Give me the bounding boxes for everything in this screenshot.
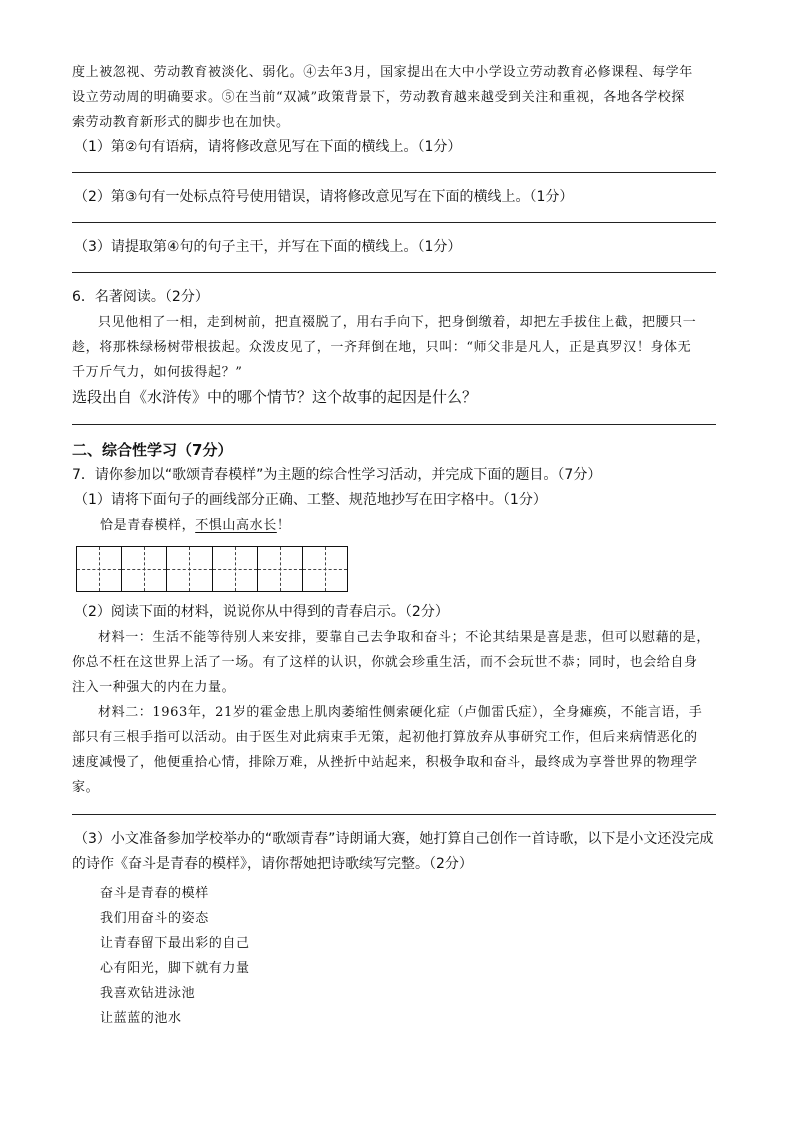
grid-cell[interactable] [122, 547, 167, 591]
material-line: 你总不枉在这世界上活了一场。有了这样的认识，你就会珍重生活，而不会玩世不恭；同时，也会给自身 [72, 655, 698, 670]
poem-line: 奋斗是青春的模样 [100, 886, 209, 901]
grid-cell[interactable] [303, 547, 347, 591]
copy-sentence [100, 513, 724, 538]
q5-sub1: （1）第②句有语病，请将修改意见写在下面的横线上。（1分） [74, 139, 462, 155]
sentence-underlined: 不惧山高水长 [195, 518, 277, 533]
material-line: 部只有三根手指可以活动。由于医生对此病束手无策，起初他打算放弃从事研究工作，但后来病情恶化的 [72, 730, 698, 745]
q5-sub2: （2）第③句有一处标点符号使用错误，请将修改意见写在下面的横线上。（1分） [74, 189, 574, 205]
material-two [72, 700, 724, 800]
intro-passage [72, 60, 724, 135]
passage-line: 只见他相了一相，走到树前，把直裰脱了，用右手向下，把身倒缴着，却把左手拔住上截，把腰只一 [98, 315, 697, 330]
answer-line[interactable] [72, 424, 716, 425]
exam-page [72, 60, 724, 1031]
tianzige-grid[interactable] [76, 546, 348, 592]
q6-question: 选段出自《水浒传》中的哪个情节？这个故事的起因是什么？ [72, 388, 478, 406]
section-heading: 二、综合性学习（7分） [72, 441, 233, 459]
q5-sub3: （3）请提取第④句的句子主干，并写在下面的横线上。（1分） [74, 239, 462, 255]
grid-cell[interactable] [77, 547, 122, 591]
material-line: 家。 [72, 780, 100, 795]
passage-line: 设立劳动周的明确要求。⑤在当前“双减”政策背景下，劳动教育越来越受到关注和重视，各地各学校探 [72, 90, 685, 105]
material-one [72, 625, 724, 700]
answer-line[interactable] [72, 272, 716, 273]
q6-passage [72, 310, 724, 385]
answer-line[interactable] [72, 222, 716, 223]
q6-title: 6．名著阅读。（2分） [72, 289, 209, 305]
q7-sub2: （2）阅读下面的材料，说说你从中得到的青春启示。（2分） [74, 604, 449, 620]
material-line: 注入一种强大的内在力量。 [72, 680, 236, 695]
poem-line: 我喜欢钻进泳池 [100, 986, 196, 1001]
grid-cell[interactable] [167, 547, 212, 591]
answer-line[interactable] [72, 814, 716, 815]
material-line: 速度减慢了，他便重拾心情，排除万难，从挫折中站起来，积极争取和奋斗，最终成为享誉世界的物理学 [72, 755, 698, 770]
q7-title: 7．请你参加以“歌颂青春模样”为主题的综合性学习活动，并完成下面的题目。（7分） [72, 467, 602, 483]
passage-line: 度上被忽视、劳动教育被淡化、弱化。④去年3月，国家提出在大中小学设立劳动教育必修课程、每学年 [72, 65, 693, 80]
material-line: 材料一：生活不能等待别人来安排，要靠自己去争取和奋斗；不论其结果是喜是悲，但可以慰藉的是， [98, 630, 711, 645]
q7-sub3-line2: 的诗作《奋斗是青春的模样》，请你帮她把诗歌续写完整。（2分） [72, 856, 473, 872]
poem-line: 让蓝蓝的池水 [100, 1011, 182, 1026]
q7-sub1: （1）请将下面句子的画线部分正确、工整、规范地抄写在田字格中。（1分） [74, 492, 547, 508]
poem-line: 让青春留下最出彩的自己 [100, 936, 250, 951]
answer-line[interactable] [72, 172, 716, 173]
passage-line: 趁，将那株绿杨树带根拔起。众泼皮见了，一齐拜倒在地，只叫：“师父非是凡人，正是真罗汉！身体无 [72, 340, 692, 355]
poem-line: 我们用奋斗的姿态 [100, 911, 209, 926]
passage-line: 索劳动教育新形式的脚步也在加快。 [72, 115, 290, 130]
q7-sub3-line1: （3）小文准备参加学校举办的“歌颂青春”诗朗诵大赛，她打算自己创作一首诗歌，以下是小文还没完成 [74, 831, 714, 847]
passage-line: 千万斤气力，如何拔得起？” [72, 365, 243, 380]
poem [100, 881, 724, 1031]
poem-line: 心有阳光，脚下就有力量 [100, 961, 250, 976]
grid-cell[interactable] [213, 547, 258, 591]
sentence-end: ！ [276, 518, 291, 533]
sentence-plain: 恰是青春模样， [100, 518, 196, 533]
material-line: 材料二：1963年，21岁的霍金患上肌肉萎缩性侧索硬化症（卢伽雷氏症），全身瘫痪，不能言语，手 [98, 705, 703, 720]
grid-cell[interactable] [258, 547, 303, 591]
